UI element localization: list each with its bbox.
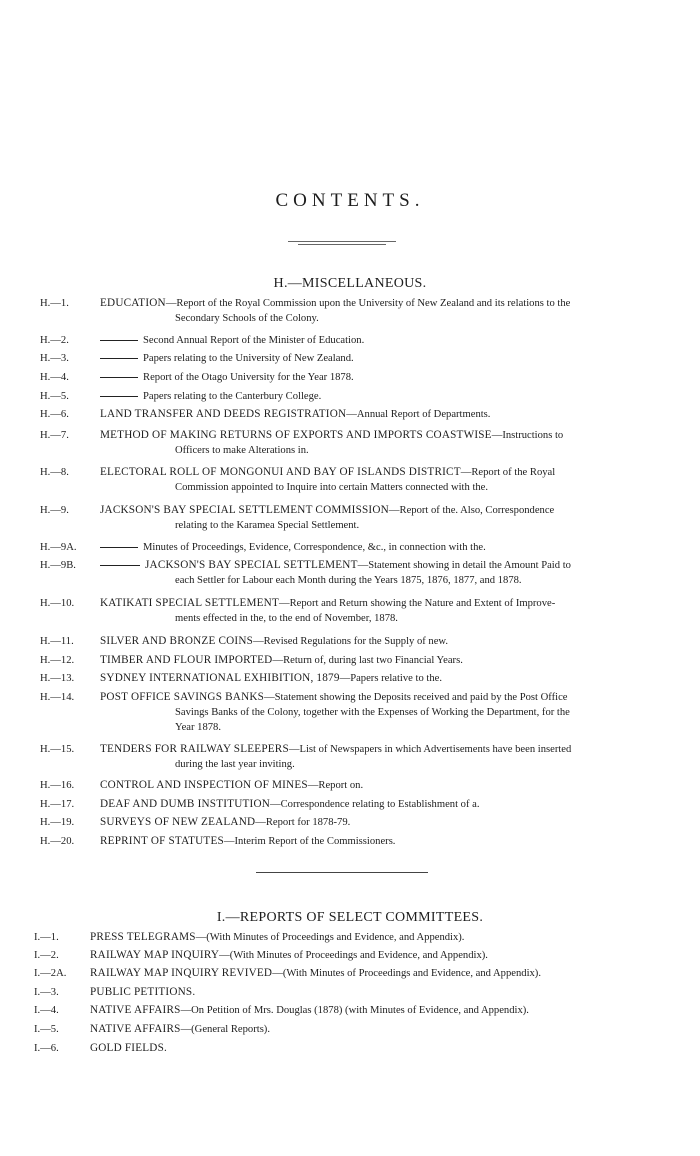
- entry-subject: EDUCATION: [100, 297, 166, 309]
- entry-continuation: Year 1878.: [175, 722, 222, 733]
- section-divider: [256, 872, 428, 873]
- entry-subject: SYDNEY INTERNATIONAL EXHIBITION, 1879: [100, 672, 340, 684]
- entry-text: —Report on.: [307, 780, 364, 791]
- entry-subject: GOLD FIELDS.: [90, 1042, 167, 1054]
- ditto-dash: [100, 340, 138, 341]
- entry-subject: LAND TRANSFER AND DEEDS REGISTRATION: [100, 408, 347, 420]
- entry-continuation: Secondary Schools of the Colony.: [175, 313, 319, 324]
- entry-subject: REPRINT OF STATUTES: [100, 835, 224, 847]
- entry-text: Minutes of Proceedings, Evidence, Correspondence, &c., in connection with the.: [143, 542, 486, 553]
- entry-code: I.—2.: [34, 950, 59, 961]
- ditto-dash: [100, 396, 138, 397]
- entry-subject: RAILWAY MAP INQUIRY: [90, 949, 220, 961]
- ditto-dash: [100, 358, 138, 359]
- entry-code: H.—20.: [40, 836, 75, 847]
- entry-continuation: Savings Banks of the Colony, together with the Expenses of Working the Department, for the: [175, 707, 570, 718]
- entry-code: I.—4.: [34, 1005, 59, 1016]
- entry-text: —Report of the Royal: [460, 467, 556, 478]
- ditto-dash: [100, 377, 138, 378]
- entry-code: H.—9.: [40, 505, 69, 516]
- entry-text: —Revised Regulations for the Supply of new.: [253, 636, 449, 647]
- entry-code: H.—11.: [40, 636, 74, 647]
- entry-code: I.—1.: [34, 932, 59, 943]
- ditto-dash: [100, 547, 138, 548]
- entry-subject: ELECTORAL ROLL OF MONGONUI AND BAY OF ISLANDS DISTRICT: [100, 466, 461, 478]
- entry-code: H.—14.: [40, 692, 75, 703]
- entry-text: —Papers relative to the.: [339, 673, 442, 684]
- entry-text: —Statement showing the Deposits received and paid by the Post Office: [264, 692, 568, 703]
- entry-subject: SILVER AND BRONZE COINS: [100, 635, 254, 647]
- entry-text: —(General Reports).: [180, 1024, 270, 1035]
- entry-code: H.—16.: [40, 780, 75, 791]
- entry-text: —Annual Report of Departments.: [346, 409, 491, 420]
- entry-continuation: ments effected in the, to the end of November, 1878.: [175, 613, 398, 624]
- entry-continuation: Commission appointed to Inquire into certain Matters connected with the.: [175, 482, 489, 493]
- entry-text: —Correspondence relating to Establishment of a.: [270, 799, 480, 810]
- entry-text: —Instructions to: [491, 430, 564, 441]
- entry-text: —On Petition of Mrs. Douglas (1878) (with Minutes of Evidence, and Appendix).: [180, 1005, 529, 1016]
- entry-text: Papers relating to the University of New Zealand.: [143, 353, 354, 364]
- entry-code: H.—4.: [40, 372, 69, 383]
- entry-text: —Interim Report of the Commissioners.: [223, 836, 396, 847]
- entry-code: H.—9A.: [40, 542, 77, 553]
- entry-code: H.—6.: [40, 409, 69, 420]
- entry-text: Second Annual Report of the Minister of Education.: [143, 335, 365, 346]
- entry-text: —Return of, during last two Financial Years.: [272, 655, 463, 666]
- entry-code: H.—12.: [40, 655, 75, 666]
- entry-text: —Report and Return showing the Nature and Extent of Improve-: [279, 598, 556, 609]
- entry-subject: JACKSON'S BAY SPECIAL SETTLEMENT: [145, 559, 358, 571]
- entry-text: Papers relating to the Canterbury College.: [143, 391, 322, 402]
- entry-code: I.—2A.: [34, 968, 67, 979]
- title-rule: [288, 241, 396, 242]
- entry-code: H.—19.: [40, 817, 75, 828]
- entry-continuation: each Settler for Labour each Month during the Years 1875, 1876, 1877, and 1878.: [175, 575, 522, 586]
- entry-subject: POST OFFICE SAVINGS BANKS: [100, 691, 265, 703]
- entry-subject: JACKSON'S BAY SPECIAL SETTLEMENT COMMISSION: [100, 504, 389, 516]
- entry-text: —(With Minutes of Proceedings and Evidence, and Appendix).: [195, 932, 465, 943]
- entry-text: —(With Minutes of Proceedings and Evidence, and Appendix).: [219, 950, 488, 961]
- entry-subject: KATIKATI SPECIAL SETTLEMENT: [100, 597, 279, 609]
- entry-code: I.—6.: [34, 1043, 59, 1054]
- page-title: CONTENTS.: [275, 190, 425, 211]
- entry-code: H.—15.: [40, 744, 75, 755]
- entry-subject: DEAF AND DUMB INSTITUTION: [100, 798, 271, 810]
- entry-text: —List of Newspapers in which Advertisements have been inserted: [288, 744, 572, 755]
- entry-code: H.—8.: [40, 467, 69, 478]
- title-rule-lower: [298, 244, 386, 245]
- entry-code: H.—2.: [40, 335, 69, 346]
- entry-subject: NATIVE AFFAIRS: [90, 1023, 181, 1035]
- entry-subject: SURVEYS OF NEW ZEALAND: [100, 816, 256, 828]
- entry-code: H.—9B.: [40, 560, 76, 571]
- entry-code: H.—17.: [40, 799, 75, 810]
- entry-subject: CONTROL AND INSPECTION OF MINES: [100, 779, 308, 791]
- entry-subject: RAILWAY MAP INQUIRY REVIVED: [90, 967, 273, 979]
- section-h-heading: H.—MISCELLANEOUS.: [273, 276, 427, 291]
- entry-code: I.—3.: [34, 987, 59, 998]
- ditto-dash: [100, 565, 140, 566]
- section-i-heading: I.—REPORTS OF SELECT COMMITTEES.: [216, 910, 484, 925]
- entry-code: I.—5.: [34, 1024, 59, 1035]
- entry-continuation: during the last year inviting.: [175, 759, 295, 770]
- entry-subject: TIMBER AND FLOUR IMPORTED: [100, 654, 273, 666]
- entry-subject: NATIVE AFFAIRS: [90, 1004, 181, 1016]
- entry-continuation: relating to the Karamea Special Settlement.: [175, 520, 360, 531]
- entry-subject: PRESS TELEGRAMS: [90, 931, 196, 943]
- entry-code: H.—5.: [40, 391, 69, 402]
- entry-text: —(With Minutes of Proceedings and Evidence, and Appendix).: [272, 968, 541, 979]
- entry-text: —Statement showing in detail the Amount Paid to: [357, 560, 571, 571]
- entry-code: H.—3.: [40, 353, 69, 364]
- entry-code: H.—13.: [40, 673, 75, 684]
- entry-subject: PUBLIC PETITIONS.: [90, 986, 196, 998]
- list-item: [40, 690, 670, 750]
- entry-code: H.—7.: [40, 430, 69, 441]
- entry-text: —Report of the Royal Commission upon the University of New Zealand and its relations to the: [165, 298, 571, 309]
- entry-text: —Report for 1878-79.: [255, 817, 351, 828]
- entry-text: —Report of the. Also, Correspondence: [388, 505, 555, 516]
- entry-subject: TENDERS FOR RAILWAY SLEEPERS: [100, 743, 289, 755]
- entry-text: Report of the Otago University for the Year 1878.: [143, 372, 354, 383]
- entry-continuation: Officers to make Alterations in.: [175, 445, 309, 456]
- entry-subject: METHOD OF MAKING RETURNS OF EXPORTS AND IMPORTS COASTWISE: [100, 429, 492, 441]
- entry-code: H.—1.: [40, 298, 69, 309]
- entry-code: H.—10.: [40, 598, 75, 609]
